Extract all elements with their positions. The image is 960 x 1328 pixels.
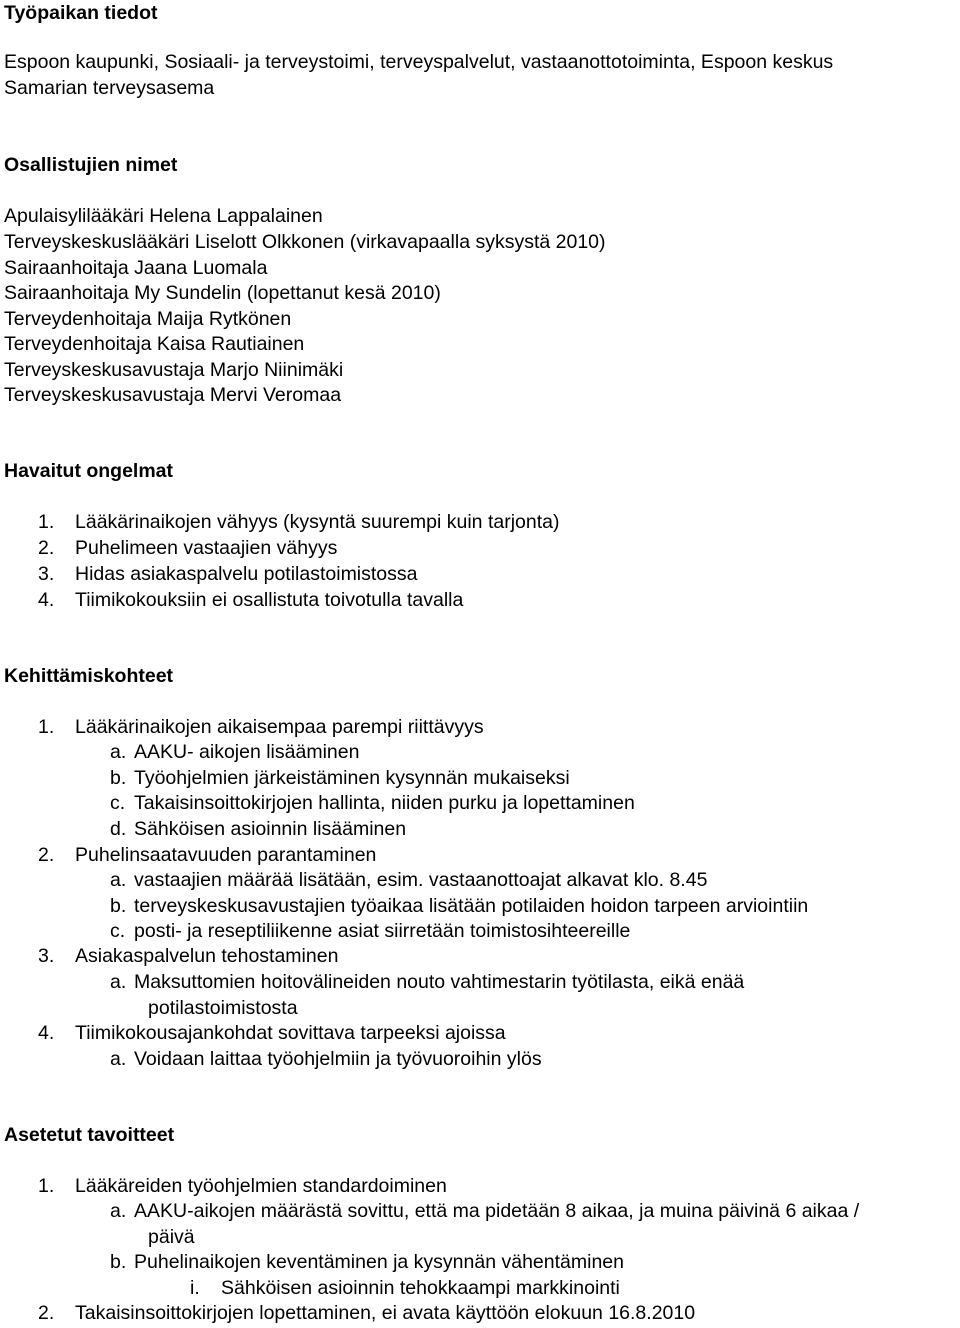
goals-heading: Asetetut tavoitteet — [4, 1124, 175, 1146]
list-marker: 3. — [38, 563, 55, 585]
list-marker: i. — [190, 1277, 200, 1299]
goal-subsubitem: Sähköisen asioinnin tehokkaampi markkinointi — [221, 1277, 620, 1299]
list-marker: b. — [110, 895, 127, 917]
list-marker: a. — [110, 741, 127, 763]
participant-name: Sairaanhoitaja Jaana Luomala — [4, 257, 268, 279]
list-marker: d. — [110, 818, 127, 840]
problems-heading: Havaitut ongelmat — [4, 460, 174, 482]
development-item: Asiakaspalvelun tehostaminen — [75, 945, 339, 967]
goal-subitem: Puhelinaikojen keventäminen ja kysynnän vähentäminen — [134, 1251, 624, 1273]
participant-name: Terveyskeskuslääkäri Liselott Olkkonen (virkavapaalla syksystä 2010) — [4, 231, 606, 253]
participant-name: Apulaisylilääkäri Helena Lappalainen — [4, 205, 323, 227]
development-heading: Kehittämiskohteet — [4, 665, 174, 687]
goal-item: Takaisinsoittokirjojen lopettaminen, ei avata käyttöön elokuun 16.8.2010 — [75, 1302, 696, 1324]
list-marker: 1. — [38, 716, 55, 738]
goal-item: Lääkäreiden työohjelmien standardoiminen — [75, 1175, 447, 1197]
workplace-line: Samarian terveysasema — [4, 77, 215, 99]
list-marker: a. — [110, 971, 127, 993]
list-marker: 4. — [38, 1022, 55, 1044]
development-item: Lääkärinaikojen aikaisempaa parempi riittävyys — [75, 716, 484, 738]
development-subitem: Voidaan laittaa työohjelmiin ja työvuoroihin ylös — [134, 1048, 542, 1070]
development-subitem: posti- ja reseptiliikenne asiat siirretään toimistosihteereille — [134, 920, 631, 942]
participant-name: Terveydenhoitaja Maija Rytkönen — [4, 308, 292, 330]
list-marker: a. — [110, 1048, 127, 1070]
workplace-line: Espoon kaupunki, Sosiaali- ja terveystoimi, terveyspalvelut, vastaanottotoiminta, Espoon keskus — [4, 51, 834, 73]
participant-name: Terveyskeskusavustaja Mervi Veromaa — [4, 384, 342, 406]
list-marker: 2. — [38, 1302, 55, 1324]
development-subitem: AAKU- aikojen lisääminen — [134, 741, 360, 763]
problem-item: Puhelimeen vastaajien vähyys — [75, 537, 338, 559]
participant-name: Sairaanhoitaja My Sundelin (lopettanut kesä 2010) — [4, 282, 441, 304]
development-subitem-continuation: potilastoimistosta — [148, 997, 298, 1019]
problem-item: Hidas asiakaspalvelu potilastoimistossa — [75, 563, 418, 585]
development-subitem: terveyskeskusavustajien työaikaa lisätään potilaiden hoidon tarpeen arviointiin — [134, 895, 809, 917]
list-marker: 1. — [38, 1175, 55, 1197]
development-item: Puhelinsaatavuuden parantaminen — [75, 844, 377, 866]
development-subitem: vastaajien määrää lisätään, esim. vastaanottoajat alkavat klo. 8.45 — [134, 869, 708, 891]
list-marker: c. — [110, 792, 126, 814]
goal-subitem-continuation: päivä — [148, 1226, 195, 1248]
participant-name: Terveyskeskusavustaja Marjo Niinimäki — [4, 359, 344, 381]
list-marker: a. — [110, 1200, 127, 1222]
list-marker: 4. — [38, 589, 55, 611]
list-marker: 2. — [38, 844, 55, 866]
development-subitem: Takaisinsoittokirjojen hallinta, niiden purku ja lopettaminen — [134, 792, 635, 814]
participant-name: Terveydenhoitaja Kaisa Rautiainen — [4, 333, 305, 355]
list-marker: 3. — [38, 945, 55, 967]
development-subitem: Sähköisen asioinnin lisääminen — [134, 818, 407, 840]
list-marker: 2. — [38, 537, 55, 559]
list-marker: 1. — [38, 511, 55, 533]
list-marker: b. — [110, 767, 127, 789]
participants-heading: Osallistujien nimet — [4, 154, 178, 176]
problem-item: Tiimikokouksiin ei osallistuta toivotulla tavalla — [75, 589, 464, 611]
problem-item: Lääkärinaikojen vähyys (kysyntä suurempi kuin tarjonta) — [75, 511, 560, 533]
list-marker: c. — [110, 920, 126, 942]
development-subitem: Työohjelmien järkeistäminen kysynnän mukaiseksi — [134, 767, 570, 789]
goal-subitem: AAKU-aikojen määrästä sovittu, että ma pidetään 8 aikaa, ja muina päivinä 6 aikaa / — [134, 1200, 860, 1222]
list-marker: a. — [110, 869, 127, 891]
development-subitem: Maksuttomien hoitovälineiden nouto vahtimestarin työtilasta, eikä enää — [134, 971, 745, 993]
development-item: Tiimikokousajankohdat sovittava tarpeeksi ajoissa — [75, 1022, 506, 1044]
workplace-heading: Työpaikan tiedot — [4, 2, 158, 24]
list-marker: b. — [110, 1251, 127, 1273]
